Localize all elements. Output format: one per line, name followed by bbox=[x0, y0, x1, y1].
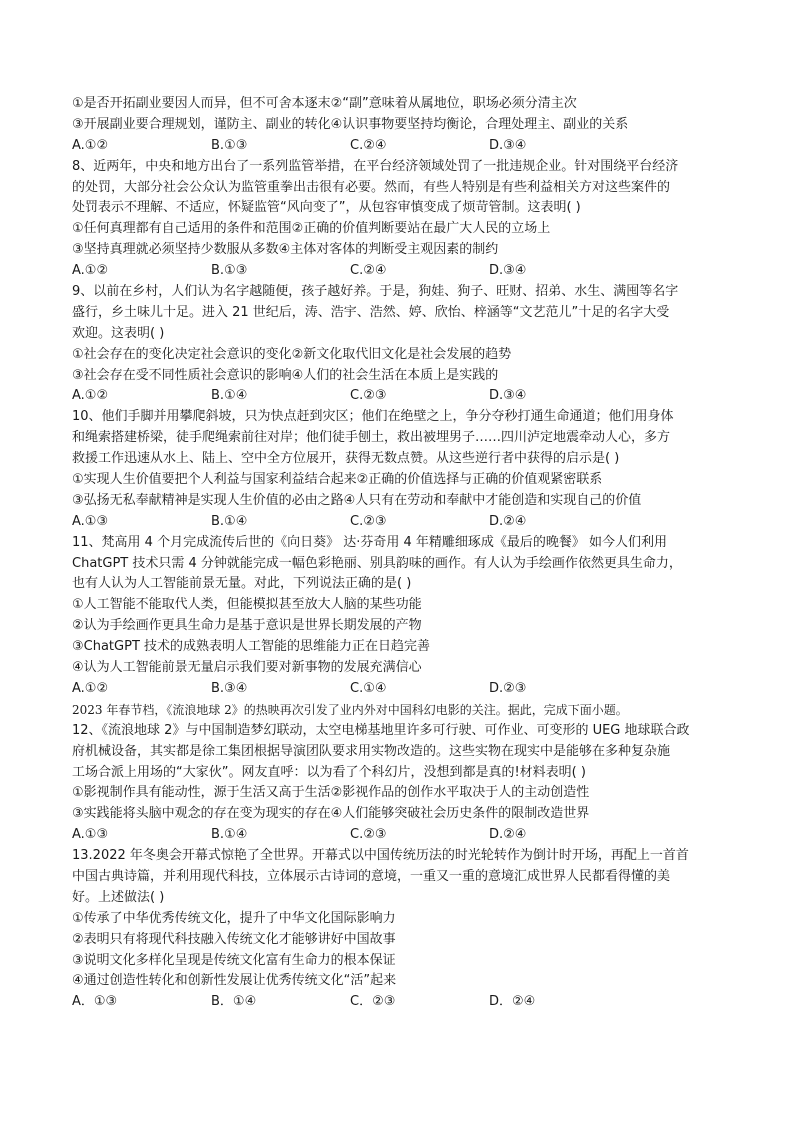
question-7 bbox=[72, 94, 722, 157]
question-8 bbox=[72, 157, 722, 282]
option-b[interactable]: B.①③ bbox=[211, 263, 248, 279]
question-stem-line: 处罚表示不理解、不适应，怀疑监管“风向变了”，从包容审慎变成了烦苛管制。这表明( ) bbox=[72, 200, 581, 216]
statement-line: ③实践能将头脑中观念的存在变为现实的存在④人们能够突破社会历史条件的限制改造世界 bbox=[72, 806, 590, 822]
statement-line: ③社会存在受不同性质社会意识的影响④人们的社会生活在本质上是实践的 bbox=[72, 367, 499, 383]
option-a[interactable]: A．①③ bbox=[72, 994, 118, 1010]
option-d[interactable]: D.③④ bbox=[489, 388, 527, 404]
option-c[interactable]: C.②③ bbox=[350, 388, 387, 404]
statement-line: ①实现人生价值要把个人利益与国家利益结合起来②正确的价值选择与正确的价值观紧密联系 bbox=[72, 472, 603, 488]
option-b[interactable]: B.③④ bbox=[211, 680, 248, 696]
statement-line: ③弘扬无私奉献精神是实现人生价值的必由之路④人只有在劳动和奉献中才能创造和实现自己的价值 bbox=[72, 492, 642, 508]
statement-line: ①影视制作具有能动性，源于生活又高于生活②影视作品的创作水平取决于人的主动创造性 bbox=[72, 785, 590, 801]
answer-options bbox=[72, 136, 722, 157]
option-b[interactable]: B．①④ bbox=[211, 994, 257, 1010]
option-d[interactable]: D.②③ bbox=[489, 680, 527, 696]
option-d[interactable]: D.②④ bbox=[489, 513, 527, 529]
question-stem-line: 也有人认为人工智能前景无量。对此，下列说法正确的是( ) bbox=[72, 576, 412, 592]
option-b[interactable]: B.①④ bbox=[211, 513, 248, 529]
statement-line: ②表明只有将现代科技融入传统文化才能够讲好中国故事 bbox=[72, 931, 396, 947]
option-a[interactable]: A.①② bbox=[72, 137, 109, 153]
statement-line: ③说明文化多样化呈现是传统文化富有生命力的根本保证 bbox=[72, 952, 396, 968]
question-9 bbox=[72, 282, 722, 407]
statement-line: ④认为人工智能前景无量启示我们要对新事物的发展充满信心 bbox=[72, 660, 422, 676]
answer-options bbox=[72, 386, 722, 407]
statement-line: ④通过创造性转化和创新性发展让优秀传统文化“活”起来 bbox=[72, 973, 397, 989]
option-a[interactable]: A.①② bbox=[72, 680, 109, 696]
statement-line: ③坚持真理就必须坚持少数服从多数④主体对客体的判断受主观因素的制约 bbox=[72, 242, 499, 258]
option-b[interactable]: B.①③ bbox=[211, 137, 248, 153]
answer-options bbox=[72, 679, 722, 700]
option-b[interactable]: B.①④ bbox=[211, 388, 248, 404]
question-stem-line: 13.2022 年冬奥会开幕式惊艳了全世界。开幕式以中国传统历法的时光轮转作为倒计时开场，再配上一首首 bbox=[72, 848, 689, 864]
question-stem-line: 工场合派上用场的“大家伙”。网友直呼：以为看了个科幻片，没想到都是真的!材料表明( ) bbox=[72, 764, 586, 780]
option-c[interactable]: C.②④ bbox=[350, 137, 387, 153]
question-stem-line: 欢迎。这表明( ) bbox=[72, 325, 165, 341]
option-c[interactable]: C.②④ bbox=[350, 263, 387, 279]
option-d[interactable]: D.③④ bbox=[489, 263, 527, 279]
question-stem-line: 和绳索搭建桥梁，徒手爬绳索前往对岸；他们徒手刨土，救出被埋男子……四川泸定地震牵动人心，多方 bbox=[72, 430, 671, 446]
option-d[interactable]: D.②④ bbox=[489, 827, 527, 843]
statement-line: ①任何真理都有自己适用的条件和范围②正确的价值判断要站在最广大人民的立场上 bbox=[72, 221, 551, 237]
statement-line: ③ChatGPT 技术的成熟表明人工智能的思维能力正在日趋完善 bbox=[72, 639, 431, 655]
question-stem-line: 10、他们手脚并用攀爬斜坡，只为快点赶到灾区；他们在绝壁之上，争分夺秒打通生命通道；他们用身体 bbox=[72, 409, 674, 425]
question-stem-line: ChatGPT 技术只需 4 分钟就能完成一幅色彩艳丽、别具韵味的画作。有人认为手绘画作依然更具生命力， bbox=[72, 555, 682, 571]
answer-options bbox=[72, 992, 722, 1013]
question-12 bbox=[72, 721, 722, 846]
option-b[interactable]: B.①④ bbox=[211, 827, 248, 843]
option-a[interactable]: A.①③ bbox=[72, 827, 109, 843]
option-a[interactable]: A.①② bbox=[72, 388, 109, 404]
statement-line: ①社会存在的变化决定社会意识的变化②新文化取代旧文化是社会发展的趋势 bbox=[72, 346, 512, 362]
answer-options bbox=[72, 512, 722, 533]
answer-options bbox=[72, 261, 722, 282]
question-10 bbox=[72, 407, 722, 532]
question-stem-line: 8、近两年，中央和地方出台了一系列监管举措，在平台经济领域处罚了一批违规企业。针对围绕平台经济 bbox=[72, 158, 679, 174]
question-stem-line: 的处罚，大部分社会公众认为监管重拳出击很有必要。然而，有些人特别是有些利益相关方对这些案件的 bbox=[72, 179, 671, 195]
statement-line: ①人工智能不能取代人类，但能模拟甚至放大人脑的某些功能 bbox=[72, 597, 422, 613]
question-stem-line: 11、梵高用 4 个月完成流传后世的《向日葵》 达·芬奇用 4 年精雕细琢成《最后的晚餐》 如今人们利用 bbox=[72, 534, 668, 550]
group-instruction: 2023 年春节档，《流浪地球 2》的热映再次引发了业内外对中国科幻电影的关注。据此，完成下面小题。 bbox=[72, 702, 628, 717]
question-13 bbox=[72, 846, 722, 1013]
statement-line: ①传承了中华优秀传统文化，提升了中华文化国际影响力 bbox=[72, 910, 396, 926]
question-stem-line: 9、以前在乡村，人们认为名字越随便，孩子越好养。于是，狗娃、狗子、旺财、招弟、水生、满囤等名字 bbox=[72, 284, 679, 300]
question-stem-line: 中国古典诗篇，并利用现代科技，立体展示古诗词的意境，一重又一重的意境汇成世界人民都看得懂的美 bbox=[72, 868, 671, 884]
option-c[interactable]: C.①④ bbox=[350, 680, 387, 696]
option-a[interactable]: A.①② bbox=[72, 263, 109, 279]
question-stem-line: 12、《流浪地球 2》与中国制造梦幻联动，太空电梯基地里许多可行驶、可作业、可变形的 UEG 地球联合政 bbox=[72, 722, 690, 738]
question-stem-line: 盛行，乡土味儿十足。进入 21 世纪后，涛、浩宇、浩然、婷、欣怡、梓涵等“文艺范儿”十足的名字大受 bbox=[72, 304, 670, 320]
question-stem-line: 救援工作迅速从水上、陆上、空中全方位展开，获得无数点赞。从这些逆行者中获得的启示是( ) bbox=[72, 451, 620, 467]
statement-line: ②认为手绘画作更具生命力是基于意识是世界长期发展的产物 bbox=[72, 618, 422, 634]
statement-line: ③开展副业要合理规划，谨防主、副业的转化④认识事物要坚持均衡论，合理处理主、副业的关系 bbox=[72, 116, 629, 132]
exam-page bbox=[72, 94, 722, 1013]
answer-options bbox=[72, 825, 722, 846]
option-c[interactable]: C．②③ bbox=[350, 994, 396, 1010]
question-stem-line: 好。上述做法( ) bbox=[72, 889, 165, 905]
question-stem-line: 府机械设备，其实都是徐工集团根据导演团队要求用实物改造的。这些实物在现实中是能够在多种复杂施 bbox=[72, 743, 671, 759]
option-a[interactable]: A.①③ bbox=[72, 513, 109, 529]
option-c[interactable]: C.②③ bbox=[350, 827, 387, 843]
question-11 bbox=[72, 533, 722, 700]
option-d[interactable]: D．②④ bbox=[489, 994, 536, 1010]
option-c[interactable]: C.②③ bbox=[350, 513, 387, 529]
statement-line: ①是否开拓副业要因人而异，但不可舍本逐末②“副”意味着从属地位，职场必须分清主次 bbox=[72, 96, 577, 111]
option-d[interactable]: D.③④ bbox=[489, 137, 527, 153]
